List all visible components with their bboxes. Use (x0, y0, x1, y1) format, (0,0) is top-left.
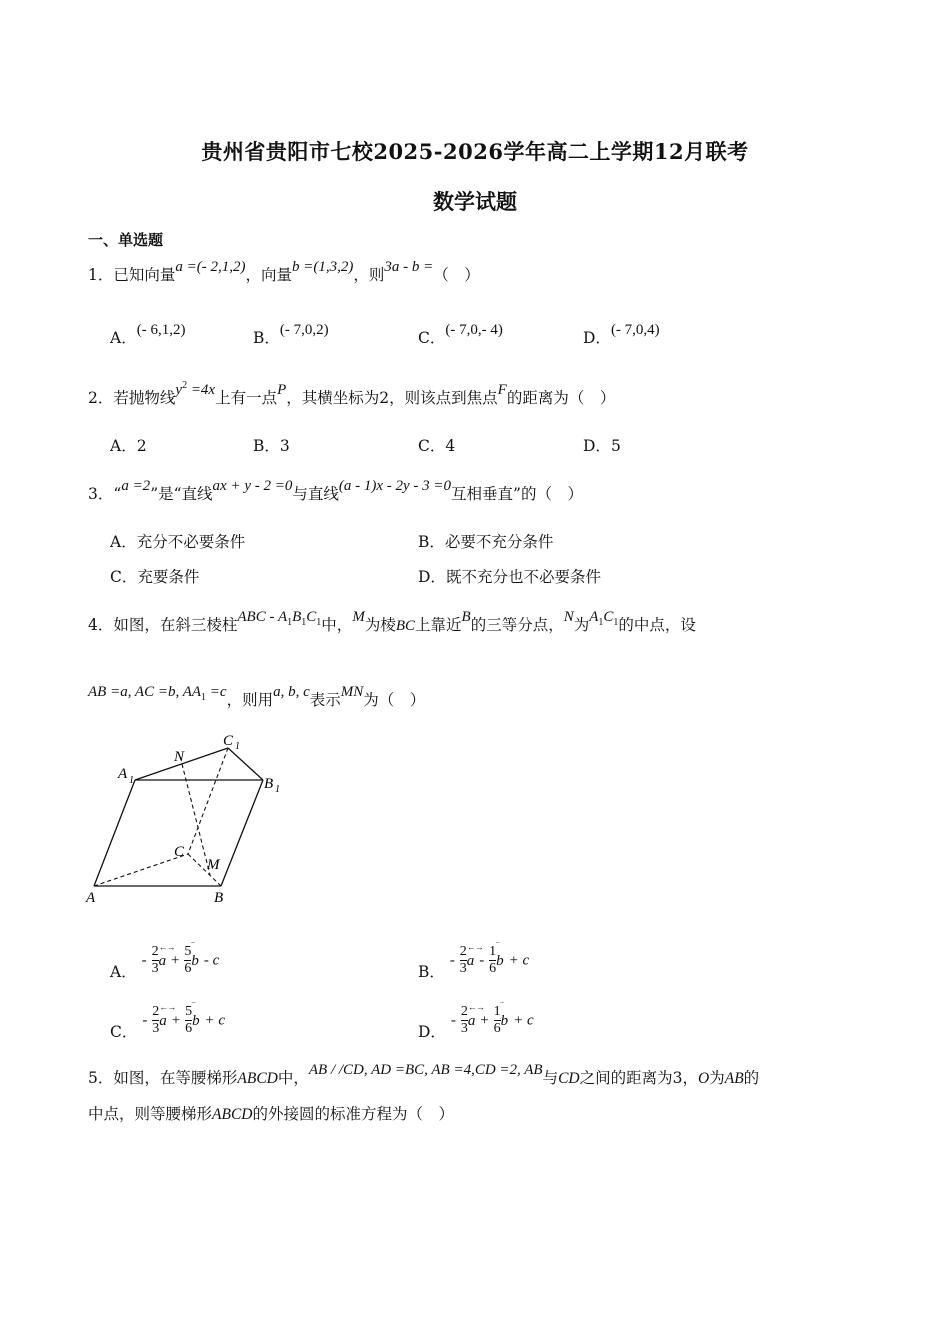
q2-number: 2． (88, 389, 114, 407)
q4-text: 为棱 (364, 616, 396, 634)
q2-option-d[interactable] (583, 434, 621, 456)
option-label: A． (110, 329, 137, 347)
option-fraction (152, 1004, 159, 1037)
label-b1: B (264, 776, 274, 792)
q1-text: ，向量 (245, 266, 293, 284)
denominator: 3 (151, 961, 159, 976)
option-tail: - c (203, 952, 220, 969)
q5-text: 为 (709, 1069, 725, 1087)
label-c: C (174, 844, 185, 860)
q4-text: 为（ ） (363, 691, 426, 709)
option-vector (159, 1001, 176, 1030)
vector-letter: b (191, 952, 199, 969)
option-value: 5 (610, 437, 621, 455)
q3-option-c[interactable] (110, 565, 199, 587)
q4-option-c[interactable] (110, 1001, 226, 1041)
option-tail: + c (204, 1012, 226, 1029)
q3-option-d[interactable] (418, 565, 601, 587)
edge-b1b (221, 780, 263, 886)
question-4 (88, 609, 696, 635)
question-5-line-2 (88, 1102, 454, 1124)
q2-focus: F (497, 382, 507, 398)
q5-text: 的 (743, 1069, 760, 1087)
q3-line-1: ax + y - 2 =0 (212, 478, 293, 494)
q5-text: 与 (542, 1069, 559, 1087)
option-sign: - (142, 1012, 148, 1029)
label-b1-sub: 1 (275, 784, 280, 795)
q1-expression: 3a - b = (384, 259, 434, 275)
exam-subtitle: 数学试题 (433, 189, 517, 214)
question-3 (88, 478, 583, 504)
option-sign: + (480, 1012, 489, 1029)
option-value: 既不充分也不必要条件 (445, 568, 601, 586)
q1-option-c[interactable] (418, 322, 503, 348)
option-sign: - (450, 1012, 456, 1029)
label-n: N (174, 749, 185, 765)
q3-text: “ (113, 485, 122, 503)
q5-text: 之间的距离为3， (579, 1069, 699, 1087)
label-c1: C (223, 733, 234, 749)
vector-letter: b (496, 952, 504, 969)
vector-arrow-icon: ←→ (158, 941, 175, 952)
q4-text: 如图，在斜三棱柱 (113, 616, 238, 634)
option-label: C． (418, 437, 446, 455)
vector-letter: b (500, 1012, 509, 1029)
numerator: 5 (185, 1004, 193, 1019)
option-label: D． (583, 329, 611, 347)
q4-target-vector: MN (340, 684, 364, 700)
option-label: A． (110, 437, 137, 455)
q3-text: 与直线 (292, 485, 339, 503)
numerator: 1 (493, 1004, 501, 1019)
denominator: 6 (185, 1021, 193, 1036)
option-label: C． (110, 568, 138, 586)
vector-letter: a (467, 1012, 476, 1029)
q5-math: CD (558, 1070, 580, 1087)
q4-text: 上靠近 (415, 616, 462, 634)
option-value: 2 (136, 437, 147, 455)
q2-math: =4x (187, 382, 216, 398)
q3-option-b[interactable] (418, 530, 553, 552)
q1-text: ，则 (353, 266, 385, 284)
option-vector (191, 941, 199, 970)
denominator: 3 (460, 1021, 468, 1036)
q3-condition: a =2 (121, 478, 151, 494)
q3-line-2: (a - 1)x - 2y - 3 =0 (338, 478, 452, 494)
option-label: C． (418, 329, 446, 347)
option-vector (192, 1001, 200, 1030)
label-b: B (214, 890, 224, 906)
q5-trapezoid: ABCD (237, 1070, 278, 1087)
q4-point-n: N (563, 609, 574, 625)
vector-letter: a (159, 1012, 167, 1029)
option-fraction (493, 1001, 503, 1037)
label-a1-sub: 1 (129, 775, 134, 786)
q4-math: C (306, 609, 317, 625)
question-5 (88, 1062, 760, 1088)
option-vector (467, 1001, 484, 1030)
q3-text: 互相垂直”的（ ） (451, 485, 583, 503)
prism-figure (80, 728, 300, 910)
q4-number: 4． (88, 616, 114, 634)
question-1 (88, 259, 480, 285)
option-label: B． (253, 437, 280, 455)
q4-option-d[interactable] (418, 1001, 534, 1041)
numerator: 5 (184, 944, 192, 959)
q2-math: 2 (182, 380, 188, 391)
q3-option-a[interactable] (110, 530, 245, 552)
q4-math: ABC - A (237, 609, 288, 625)
option-value: (- 6,1,2) (136, 322, 186, 338)
option-tail: + c (508, 952, 530, 969)
q4-math: 1 (613, 617, 619, 628)
option-value: 充分不必要条件 (136, 533, 246, 551)
q2-option-b[interactable] (253, 434, 290, 456)
option-sign: - (479, 952, 485, 969)
denominator: 6 (493, 1021, 501, 1036)
q4-definitions (88, 682, 227, 703)
vector-bar-icon: ‾ (192, 1001, 195, 1012)
q4-option-b[interactable] (418, 941, 530, 981)
q4-text: 的三等分点， (470, 616, 564, 634)
q2-option-c[interactable] (418, 434, 455, 456)
option-label: D． (418, 568, 446, 586)
option-value: 充要条件 (137, 568, 200, 586)
denominator: 3 (152, 1021, 160, 1036)
option-label: C． (110, 1022, 138, 1041)
denominator: 3 (459, 961, 467, 976)
q5-text: 的外接圆的标准方程为（ ） (252, 1105, 454, 1123)
edge-a1a (94, 780, 135, 886)
label-a: A (86, 890, 96, 906)
option-value: (- 7,0,2) (279, 322, 329, 338)
numerator: 2 (460, 1004, 468, 1019)
vector-bar-icon: ‾ (191, 941, 194, 952)
q4-text: 的中点，设 (618, 616, 696, 634)
option-label: D． (583, 437, 611, 455)
option-value: (- 7,0,- 4) (445, 322, 503, 338)
option-label: B． (418, 533, 445, 551)
q2-point: P (277, 382, 287, 398)
q3-number: 3． (88, 485, 114, 503)
q4-edge: BC (395, 618, 415, 634)
edge-c1c-hidden (188, 748, 228, 854)
q5-text: 中点，则等腰梯形 (88, 1105, 213, 1123)
segment-nm (182, 764, 210, 875)
q5-math: AB (724, 1070, 744, 1087)
q4-point-b: B (461, 609, 471, 625)
option-sign: + (171, 952, 180, 969)
q1-number: 1． (88, 266, 114, 284)
q4-text: 表示 (309, 691, 341, 709)
question-2 (88, 380, 616, 408)
q4-math: C (603, 609, 614, 625)
q4-math: 1 (287, 617, 293, 628)
option-label: D． (418, 1022, 446, 1041)
q1-vector-a: a =(- 2,1,2) (175, 259, 246, 275)
vector-bar-icon: ‾ (496, 941, 499, 952)
option-label: B． (418, 962, 445, 981)
vector-letter: a (158, 952, 167, 969)
label-m: M (207, 857, 220, 873)
label-c1-sub: 1 (235, 741, 240, 752)
q4-prism (237, 607, 322, 628)
q1-vector-b: b =(1,3,2) (292, 259, 354, 275)
q4-vectors: a, b, c (273, 684, 310, 700)
q2-text: 的距离为（ ） (506, 389, 616, 407)
q4-math: 1 (598, 617, 604, 628)
option-value: (- 7,0,4) (610, 322, 660, 338)
vector-arrow-icon: ←→ (467, 1001, 484, 1012)
option-label: A． (110, 962, 137, 981)
denominator: 6 (184, 961, 192, 976)
vector-letter: b (192, 1012, 200, 1029)
exam-title: 贵州省贵阳市七校2025-2026学年高二上学期12月联考 (201, 139, 749, 164)
option-label: B． (253, 329, 280, 347)
option-value: 必要不充分条件 (444, 533, 554, 551)
option-vector (500, 1001, 509, 1030)
label-a1: A (118, 766, 128, 782)
question-4-line-2 (88, 684, 426, 710)
option-fraction (460, 944, 467, 977)
q5-number: 5． (88, 1069, 114, 1087)
q1-option-b[interactable] (253, 322, 329, 348)
option-label: A． (110, 533, 137, 551)
option-vector (496, 941, 504, 970)
option-sign: - (449, 952, 455, 969)
option-sign: + (171, 1012, 181, 1029)
option-value: 4 (445, 437, 456, 455)
vector-arrow-icon: ←→ (159, 1001, 176, 1012)
q5-text: 如图，在等腰梯形 (113, 1069, 238, 1087)
section-heading: 一、单选题 (88, 231, 164, 249)
numerator: 2 (152, 1004, 160, 1019)
q4-segment (589, 607, 619, 628)
option-fraction (461, 1004, 468, 1037)
q1-option-a[interactable] (110, 322, 186, 348)
q5-trapezoid: ABCD (212, 1106, 253, 1123)
vector-letter: a (466, 952, 475, 969)
denominator: 6 (489, 961, 497, 976)
q4-option-a[interactable] (110, 941, 220, 981)
q5-math: O (698, 1070, 710, 1087)
q2-text: 上有一点 (215, 389, 278, 407)
option-sign: - (141, 952, 147, 969)
q4-text: 为 (573, 616, 590, 634)
option-vector (158, 941, 175, 970)
q2-parabola (175, 380, 215, 398)
q2-text: 若抛物线 (113, 389, 176, 407)
q3-text: ”是“直线 (150, 485, 213, 503)
q4-math: =c (206, 684, 227, 700)
option-fraction (152, 944, 159, 977)
q4-text: ，则用 (226, 691, 274, 709)
q1-text: （ ） (433, 266, 480, 284)
q5-conditions: AB / /CD, AD =BC, AB =4,CD =2, AB (308, 1062, 543, 1078)
q4-math: AB =a, AC =b, AA (88, 684, 202, 700)
q4-point-m: M (352, 609, 365, 625)
q4-math: A (589, 609, 599, 625)
q1-text: 已知向量 (113, 266, 176, 284)
q1-option-d[interactable] (583, 322, 660, 348)
option-tail: + c (513, 1012, 534, 1029)
q4-math: 1 (316, 617, 322, 628)
q4-text: 中， (321, 616, 353, 634)
vector-arrow-icon: ←→ (466, 941, 483, 952)
q4-math: 1 (201, 692, 207, 703)
option-value: 3 (279, 437, 290, 455)
q2-option-a[interactable] (110, 434, 147, 456)
q5-text: 中， (277, 1069, 309, 1087)
numerator: 1 (489, 944, 497, 959)
q2-text: ，其横坐标为2，则该点到焦点 (286, 389, 498, 407)
numerator: 2 (459, 944, 467, 959)
numerator: 2 (151, 944, 159, 959)
option-vector (466, 941, 483, 970)
q2-math: y (175, 382, 183, 398)
q4-math: 1 (301, 617, 307, 628)
vector-bar-icon: ‾ (500, 1001, 503, 1012)
edge-c1b1 (228, 748, 263, 780)
q4-math: B (292, 609, 302, 625)
